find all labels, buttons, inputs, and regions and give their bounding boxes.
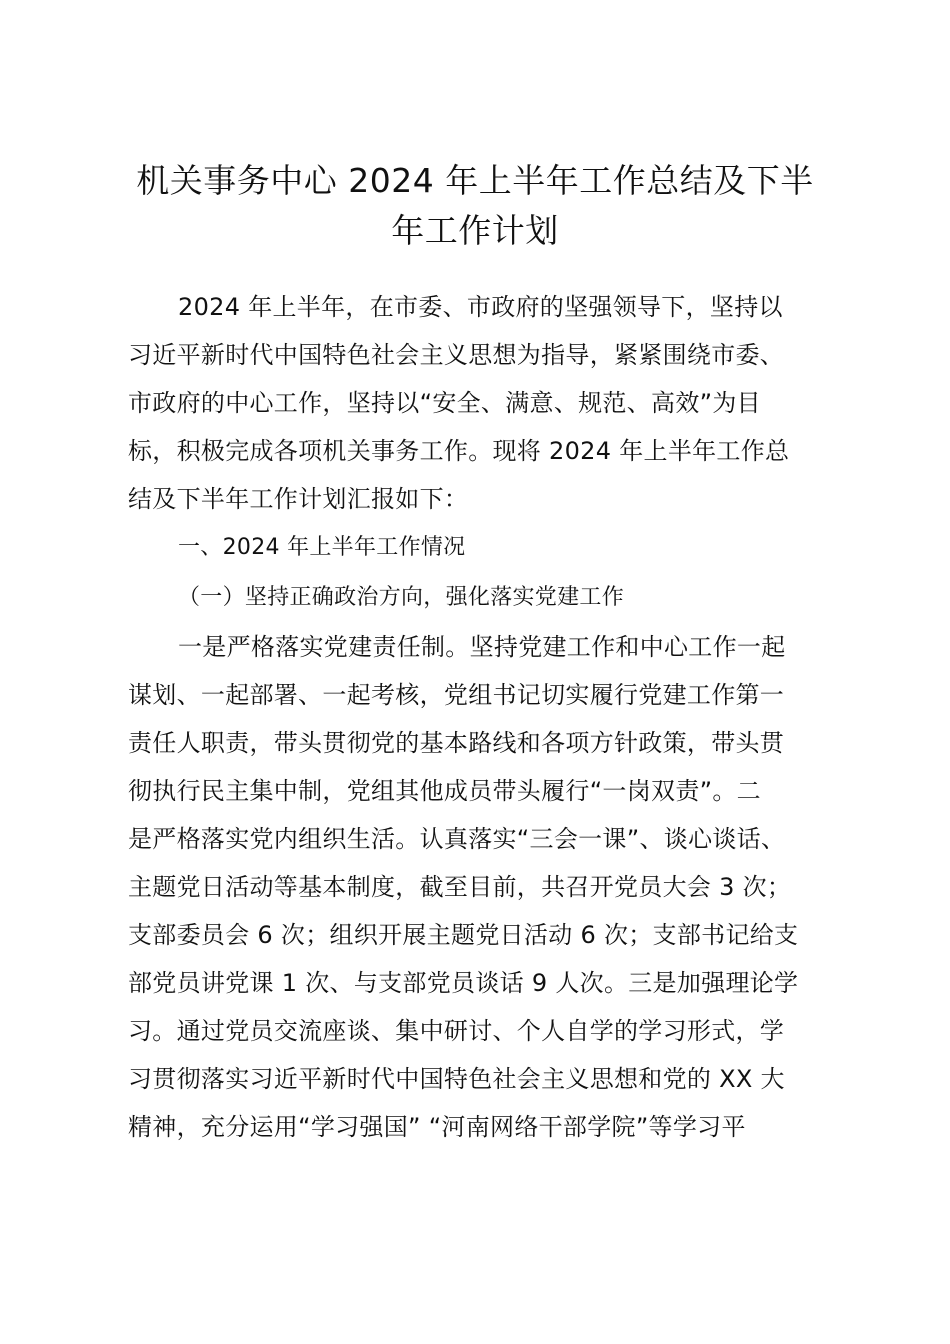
title-line: 年工作计划 <box>391 211 559 250</box>
document-body <box>128 283 840 1151</box>
intro-line: 结及下半年工作计划汇报如下： <box>128 485 469 513</box>
paragraph-line: 精神，充分运用“学习强国” “河南网络干部学院”等学习平 <box>128 1113 746 1141</box>
paragraph-line: 习贯彻落实习近平新时代中国特色社会主义思想和党的 XX 大 <box>128 1065 785 1093</box>
paragraph-line: 是严格落实党内组织生活。认真落实“三会一课”、谈心谈话、 <box>128 825 786 853</box>
intro-line: 2024 年上半年，在市委、市政府的坚强领导下，坚持以 <box>178 293 783 321</box>
paragraph-line: 支部委员会 6 次；组织开展主题党日活动 6 次；支部书记给支 <box>128 921 799 949</box>
paragraph-line: 谋划、一起部署、一起考核，党组书记切实履行党建工作第一 <box>128 681 785 709</box>
subsection-heading: （一）坚持正确政治方向，强化落实党建工作 <box>178 585 625 610</box>
intro-line: 习近平新时代中国特色社会主义思想为指导，紧紧围绕市委、 <box>128 341 785 369</box>
paragraph-line: 责任人职责，带头贯彻党的基本路线和各项方针政策，带头贯 <box>128 729 785 757</box>
section-heading: 一、2024 年上半年工作情况 <box>178 535 466 560</box>
paragraph-line: 部党员讲党课 1 次、与支部党员谈话 9 人次。三是加强理论学 <box>128 969 799 997</box>
paragraph-line: 一是严格落实党建责任制。坚持党建工作和中心工作一起 <box>178 633 786 661</box>
paragraph-line: 主题党日活动等基本制度，截至目前，共召开党员大会 3 次； <box>128 873 792 901</box>
paragraph-line: 彻执行民主集中制，党组其他成员带头履行“一岗双责”。二 <box>128 777 761 805</box>
intro-line: 标，积极完成各项机关事务工作。现将 2024 年上半年工作总 <box>128 437 790 465</box>
title-line: 机关事务中心 2024 年上半年工作总结及下半 <box>136 161 814 200</box>
intro-line: 市政府的中心工作，坚持以“安全、满意、规范、高效”为目 <box>128 389 761 417</box>
document-title <box>118 156 832 256</box>
paragraph-line: 习。通过党员交流座谈、集中研讨、个人自学的学习形式，学 <box>128 1017 785 1045</box>
